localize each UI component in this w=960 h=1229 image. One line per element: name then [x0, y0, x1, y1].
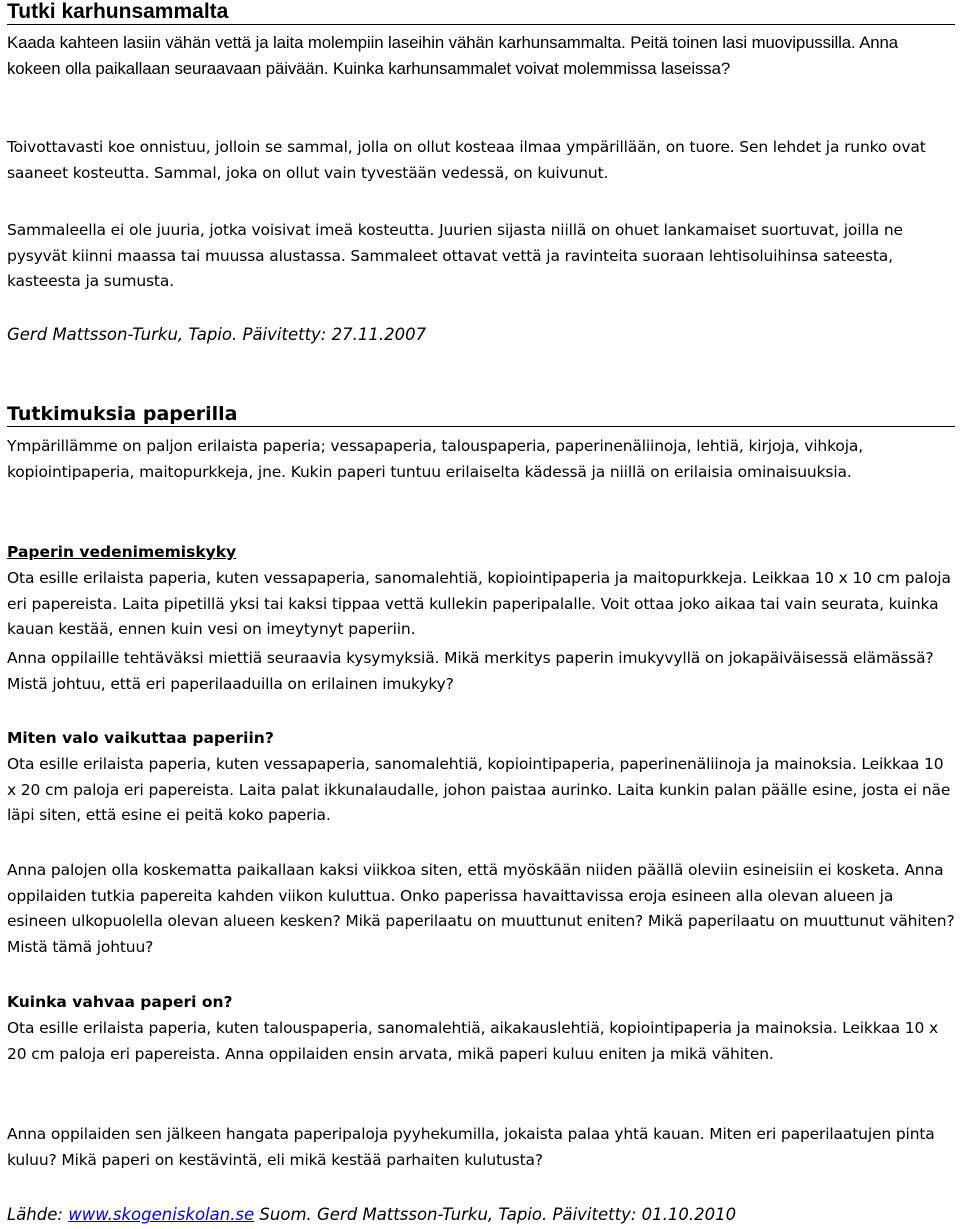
credit-line: Gerd Mattsson-Turku, Tapio. Päivitetty: 27.11.2007 [7, 325, 427, 344]
source-line [7, 1202, 955, 1228]
source-link[interactable]: www.skogeniskolan.se [68, 1205, 255, 1224]
paragraph: Kaada kahteen lasiin vähän vettä ja laita molempiin laseihin vähän karhunsammalta. Peitä toinen lasi muovipussilla. Anna kokeen olla paikallaan seuraavaan päivään. Kuinka karhunsammalet voivat molemmissa laseissa? [7, 33, 898, 78]
subheading: Kuinka vahvaa paperi on? [7, 993, 233, 1011]
section-title: Tutkimuksia paperilla [7, 402, 955, 427]
paragraph: Ota esille erilaista paperia, kuten talouspaperia, sanomalehtiä, aikakauslehtiä, kopiointipaperia ja mainoksia. Leikkaa 10 x 20 cm paloja eri papereista. Anna oppilaiden ensin arvata, mikä paperi kuluu eniten ja mikä vähiten. [7, 1019, 938, 1063]
source-prefix: Lähde: [7, 1205, 69, 1224]
source-suffix: Suom. Gerd Mattsson-Turku, Tapio. Päivitetty: 01.10.2010 [254, 1205, 737, 1224]
paragraph: Anna oppilaille tehtäväksi miettiä seuraavia kysymyksiä. Mikä merkitys paperin imukyvyllä on jokapäiväisessä elämässä? Mistä johtuu, että eri paperilaaduilla on erilainen imukyky? [7, 649, 934, 693]
paragraph: Ota esille erilaista paperia, kuten vessapaperia, sanomalehtiä, kopiointipaperia ja maitopurkkeja. Leikkaa 10 x 10 cm paloja eri papereista. Laita pipetillä yksi tai kaksi tippaa vettä kullekin paperipalalle. Voit ottaa joko aikaa tai vain seurata, kuinka kauan kestää, ennen kuin vesi on imeytynyt paperiin. [7, 569, 951, 638]
paragraph: Ympärillämme on paljon erilaista paperia; vessapaperia, talouspaperia, paperinenäliinoja, lehtiä, kirjoja, vihkoja, kopiointipaperia, maitopurkkeja, jne. Kukin paperi tuntuu erilaiselta kädessä ja niillä on erilaisia ominaisuuksia. [7, 437, 863, 481]
paragraph: Toivottavasti koe onnistuu, jolloin se sammal, jolla on ollut kosteaa ilmaa ympärillään, on tuore. Sen lehdet ja runko ovat saaneet kosteutta. Sammal, joka on ollut vain tyvestään vedessä, on kuivunut. [7, 138, 926, 182]
subheading: Paperin vedenimemiskyky [7, 543, 237, 561]
paragraph: Anna oppilaiden sen jälkeen hangata paperipaloja pyyhekumilla, jokaista palaa yhtä kauan. Miten eri paperilaatujen pinta kuluu? Mikä paperi on kestävintä, eli mikä kestää parhaiten kulutusta? [7, 1125, 935, 1169]
paragraph: Anna palojen olla koskematta paikallaan kaksi viikkoa siten, että myöskään niiden päällä oleviin esineisiin ei kosketa. Anna oppilaiden tutkia papereita kahden viikon kuluttua. Onko paperissa havaittavissa eroja esineen alla olevan alueen ja esineen ulkopuolella olevan alueen kesken? Mikä paperilaatu on muuttunut eniten? Mikä paperilaatu on muuttunut vähiten? Mistä tämä johtuu? [7, 861, 955, 956]
paragraph: Sammaleella ei ole juuria, jotka voisivat imeä kosteutta. Juurien sijasta niillä on ohuet lankamaiset suortuvat, joilla ne pysyvät kiinni maassa tai muussa alustassa. Sammaleet ottavat vettä ja ravinteita suoraan lehtisoluihinsa sateesta, kasteesta ja sumusta. [7, 221, 903, 290]
section-title: Tutki karhunsammalta [7, 0, 955, 25]
paragraph: Ota esille erilaista paperia, kuten vessapaperia, sanomalehtiä, kopiointipaperia, paperinenäliinoja ja mainoksia. Leikkaa 10 x 20 cm paloja eri papereista. Laita palat ikkunalaudalle, johon paistaa aurinko. Laita kunkin palan päälle esine, josta ei näe läpi siten, että esine ei peitä koko paperia. [7, 755, 951, 824]
subheading: Miten valo vaikuttaa paperiin? [7, 729, 274, 747]
